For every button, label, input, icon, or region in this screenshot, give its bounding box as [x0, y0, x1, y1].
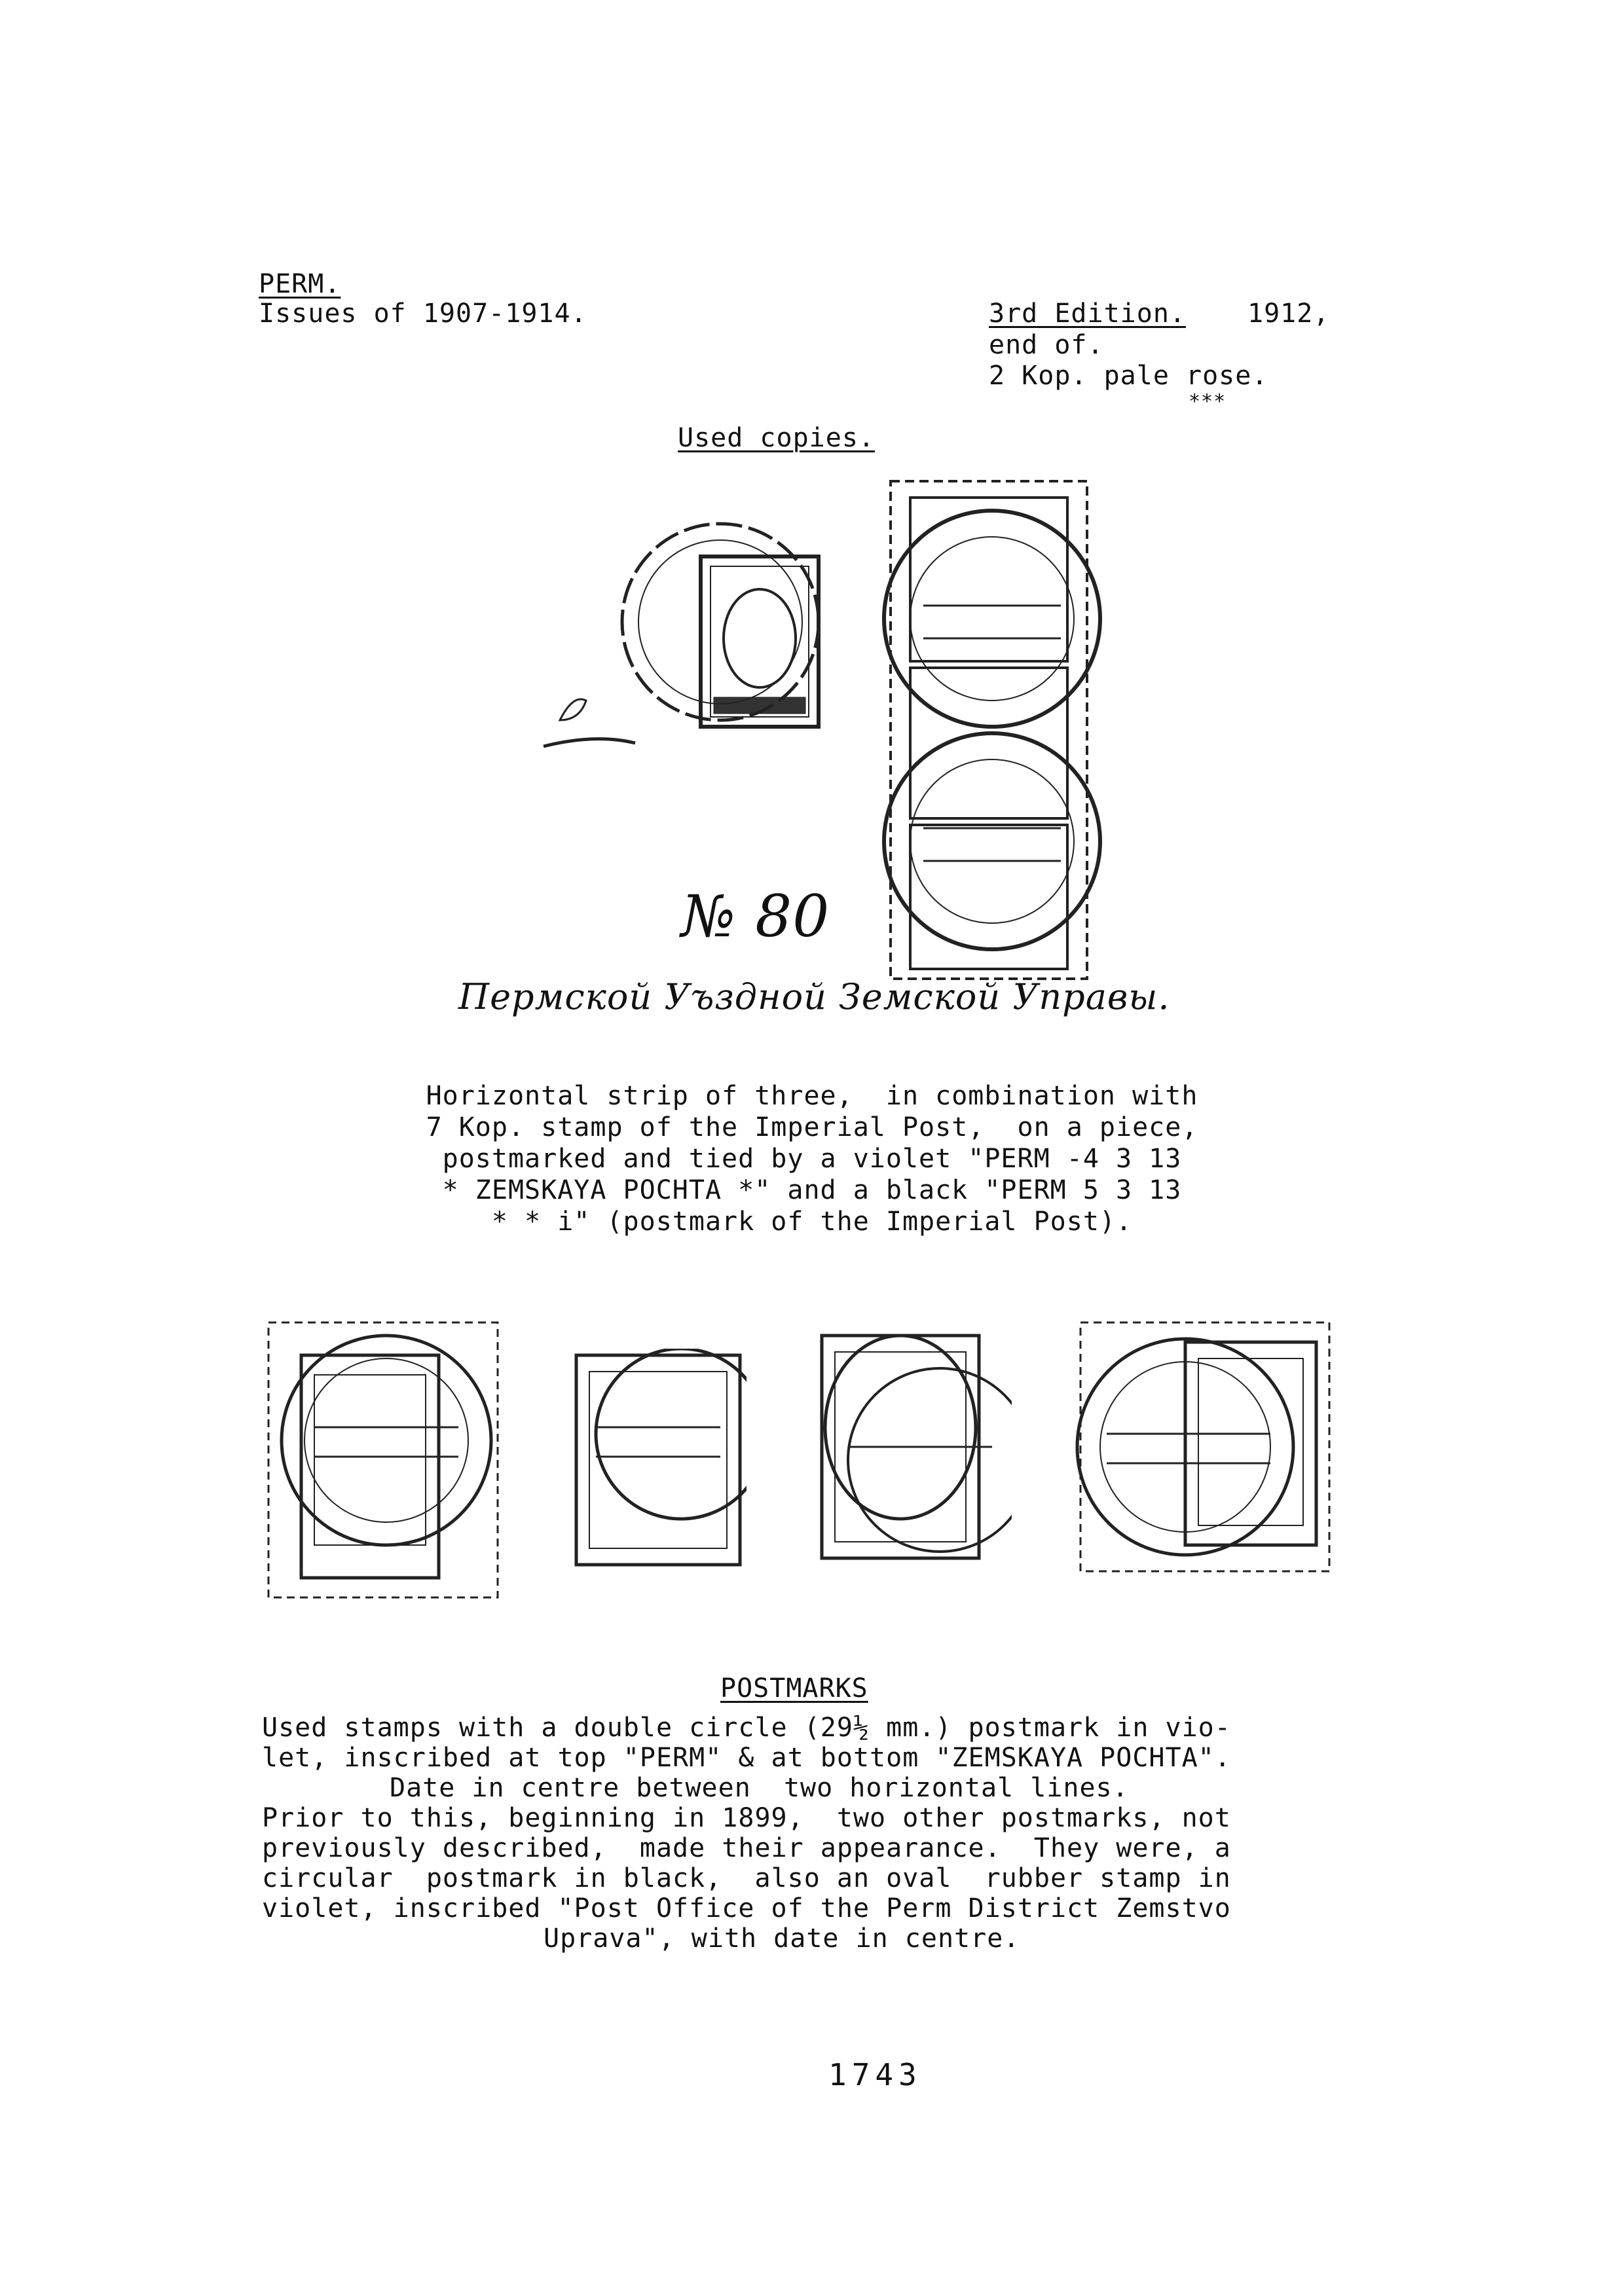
description-line: Horizontal strip of three, in combination with	[426, 1081, 1198, 1111]
printed-upravy-line: Пермской Уъздной Земской Управы.	[458, 976, 1170, 1017]
description-line: postmarked and tied by a violet "PERM -4 3 13	[442, 1144, 1182, 1174]
region-title: PERM.	[259, 269, 341, 299]
used-single-1-image	[262, 1316, 504, 1604]
edition-year: 1912,	[1247, 299, 1330, 329]
postmarks-line: violet, inscribed "Post Office of the Perm District Zemstvo	[262, 1893, 1231, 1923]
description-line: * ZEMSKAYA POCHTA *" and a black "PERM 5 3 13	[442, 1175, 1182, 1205]
page-number: 1743	[828, 2057, 922, 2092]
used-single-4-image	[1074, 1316, 1336, 1578]
handwritten-number: № 80	[681, 883, 830, 950]
postmarks-line: Uprava", with date in centre.	[544, 1923, 1020, 1954]
end-of-line: end of.	[989, 330, 1104, 360]
postmarks-line: previously described, made their appearance. They were, a	[262, 1833, 1231, 1863]
stamp-description: 2 Kop. pale rose.	[989, 361, 1268, 391]
postmarks-line: Prior to this, beginning in 1899, two other postmarks, not	[262, 1803, 1231, 1833]
edition-label: 3rd Edition.	[989, 299, 1186, 329]
piece-description	[0, 1080, 1624, 1237]
used-copies-heading: Used copies.	[678, 423, 875, 453]
postmarks-line: circular postmark in black, also an oval rubber stamp in	[262, 1863, 1231, 1893]
postmarks-line: let, inscribed at top "PERM" & at bottom "ZEMSKAYA POCHTA".	[262, 1743, 1231, 1773]
used-single-2-image	[570, 1349, 747, 1571]
used-single-3-image	[809, 1316, 1012, 1578]
issues-line: Issues of 1907-1914.	[259, 299, 587, 329]
stars-mark: ***	[1189, 390, 1227, 413]
description-line: * * i" (postmark of the Imperial Post).	[491, 1207, 1133, 1237]
postmarks-line: Date in centre between two horizontal lines.	[390, 1773, 1129, 1803]
postmarks-heading: POSTMARKS	[720, 1673, 868, 1704]
postmarks-line: Used stamps with a double circle (29½ mm.) postmark in vio-	[262, 1713, 1231, 1743]
description-line: 7 Kop. stamp of the Imperial Post, on a piece,	[426, 1112, 1198, 1142]
